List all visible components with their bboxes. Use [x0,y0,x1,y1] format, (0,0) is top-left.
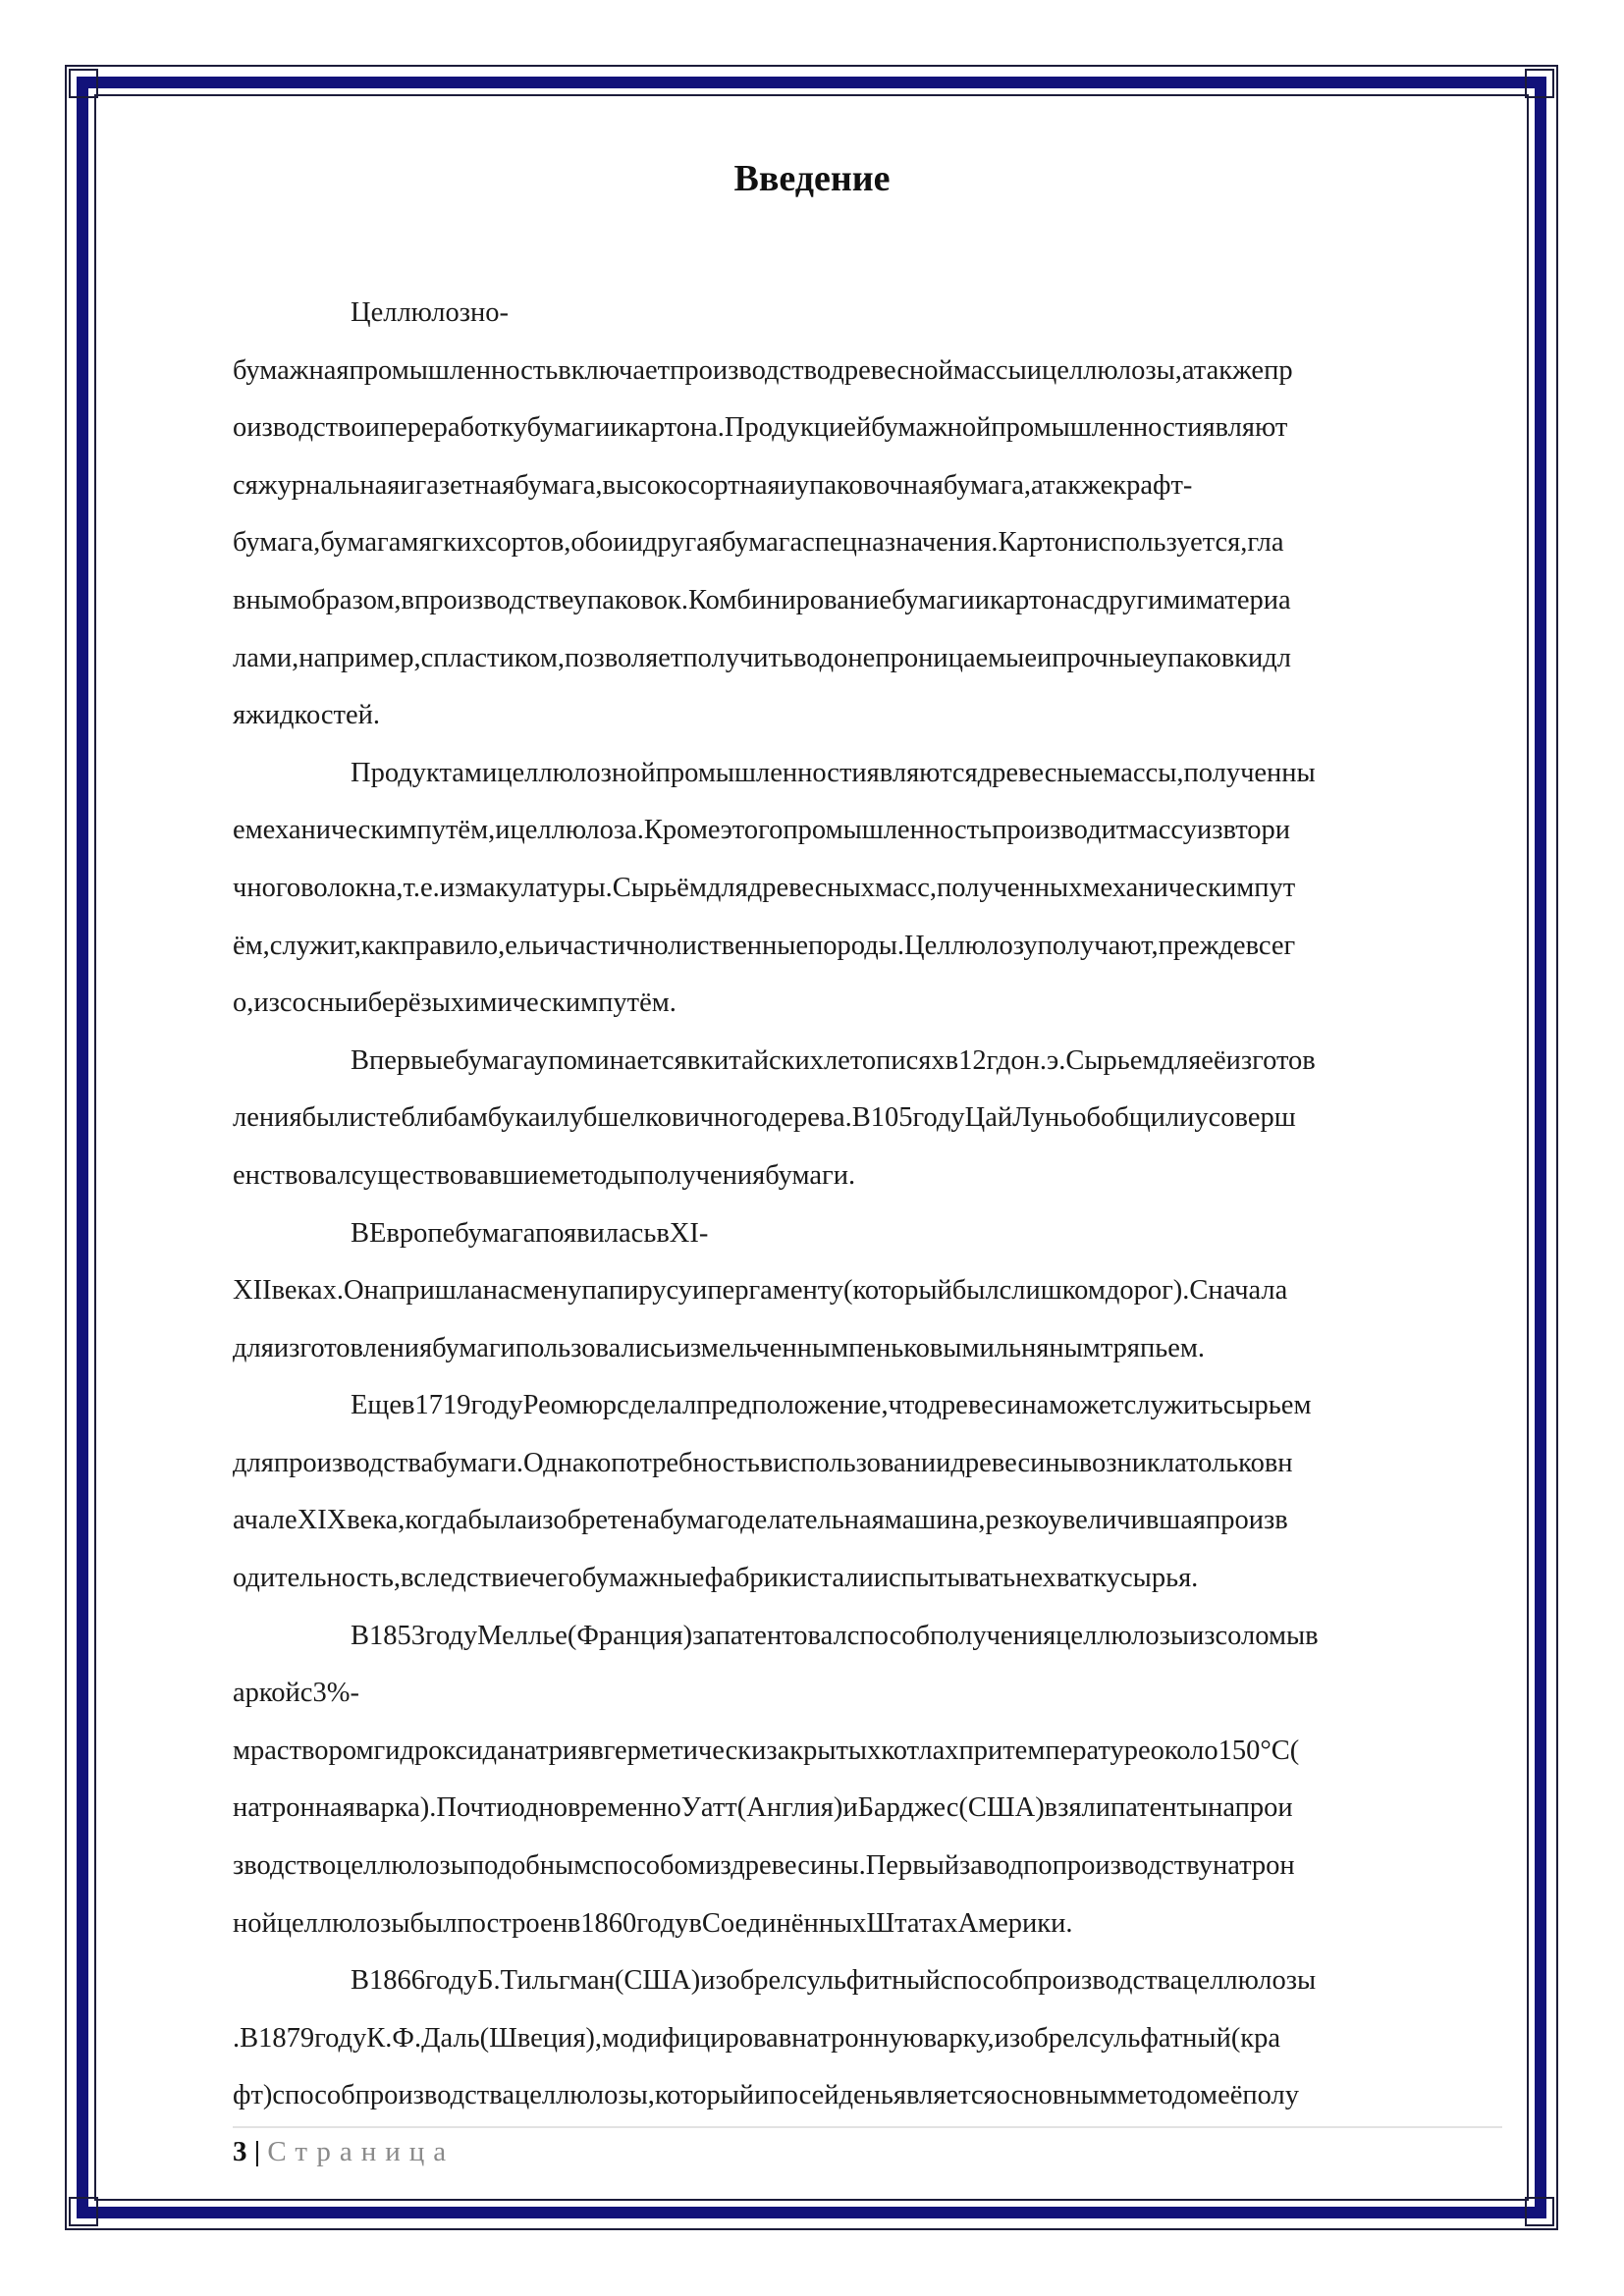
footer-separator: | [253,2136,261,2167]
text-line: В1866годуБ.Тильгман(США)изобрелсульфитныйспособпроизводствацеллюлозы [351,1965,1317,1997]
text-line: фт)способпроизводствацеллюлозы,которыйипосейденьявляетсяосновнымметодомеёполу [233,2080,1299,2111]
text-line: .В1879годуК.Ф.Даль(Швеция),модифицировавнатроннуюварку,изобрелсульфатный(кра [233,2022,1281,2054]
corner-ornament-bottom-right [1525,2197,1554,2226]
page-footer [233,2132,455,2171]
text-line: ём,служит,какправило,ельичастичнолиственныепороды.Целлюлозуполучают,преждевсег [233,930,1296,961]
text-line: Ещев1719годуРеомюрсделалпредположение,чтодревесинаможетслужитьсырьем [351,1390,1312,1421]
text-line: Впервыебумагаупоминаетсявкитайскихлетописяхв12гдон.э.Сырьемдляеёизготов [351,1044,1316,1076]
text-line: мрастворомгидроксиданатриявгерметическизакрытыхкотлахпритемпературеоколо150°С( [233,1735,1300,1766]
text-line: дляпроизводствабумаги.Однакопотребностьвиспользованиидревесинывозниклатольковн [233,1447,1293,1478]
text-line: емеханическимпутём,ицеллюлоза.Кромеэтогопромышленностьпроизводитмассуизвтори [233,815,1291,846]
text-line: Целлюлозно- [351,297,509,328]
text-line: лениябылистеблибамбукаилубшелковичногодерева.В105годуЦайЛуньобобщилиусоверш [233,1102,1296,1134]
text-line: XIIвеках.Онапришланасменупапирусуипергаменту(которыйбылслишкомдорог).Сначала [233,1275,1288,1307]
corner-ornament-top-right [1525,69,1554,98]
body-text [233,285,1491,2125]
corner-ornament-bottom-left [69,2197,98,2226]
footer-page-label: Страница [267,2136,456,2167]
text-line: оизводствоипереработкубумагиикартона.Продукциейбумажнойпромышленностиявляют [233,412,1288,444]
text-line: дляизготовлениябумагипользовалисьизмельченнымпеньковымильнянымтряпьем. [233,1332,1206,1363]
text-line: сяжурнальнаяигазетнаябумага,высокосортнаяиупаковочнаябумага,атакжекрафт- [233,469,1193,501]
text-line: яжидкостей. [233,700,381,731]
text-line: натроннаяварка).ПочтиодновременноУатт(Англия)иБарджес(США)взялипатентынапрои [233,1792,1293,1824]
page-number: 3 [233,2136,247,2167]
text-line: чноговолокна,т.е.измакулатуры.Сырьёмдлядревесныхмасс,полученныхмеханическимпут [233,872,1296,903]
text-line: Продуктамицеллюлознойпромышленностиявляютсядревесныемассы,полученны [351,757,1316,788]
text-line: бумажнаяпромышленностьвключаетпроизводстводревесноймассыицеллюлозы,атакжепр [233,354,1293,386]
text-line: ачалеXIXвека,когдабылаизобретенабумагоделательнаямашина,резкоувеличившаяпроизв [233,1505,1288,1536]
text-line: лами,например,спластиком,позволяетполучитьводонепроницаемыеипрочныеупаковкидл [233,642,1291,673]
text-line: ВЕвропебумагапоявиласьвXI- [351,1217,709,1249]
text-line: аркойс3%- [233,1678,359,1709]
text-line: енствовалсуществовавшиеметодыполучениябумаги. [233,1159,856,1191]
text-line: бумага,бумагамягкихсортов,обоиидругаябумагаспецназначения.Картониспользуется,гла [233,527,1284,559]
text-line: внымобразом,впроизводствеупаковок.Комбинированиебумагиикартонасдругимиматериа [233,584,1291,615]
text-line: зводствоцеллюлозыподобнымспособомиздревесины.Первыйзаводпопроизводствунатрон [233,1850,1295,1882]
footer-divider [233,2126,1502,2128]
text-line: одительность,вследствиечегобумажныефабрикисталииспытыватьнехваткусырья. [233,1563,1199,1594]
text-line: В1853годуМеллье(Франция)запатентовалспособполученияцеллюлозыизсоломыв [351,1620,1319,1651]
text-line: нойцеллюлозыбылпостроенв1860годувСоединённыхШтатахАмерики. [233,1907,1073,1939]
corner-ornament-top-left [69,69,98,98]
page-title: Введение [733,158,891,199]
text-line: о,изсосныиберёзыхимическимпутём. [233,988,677,1019]
